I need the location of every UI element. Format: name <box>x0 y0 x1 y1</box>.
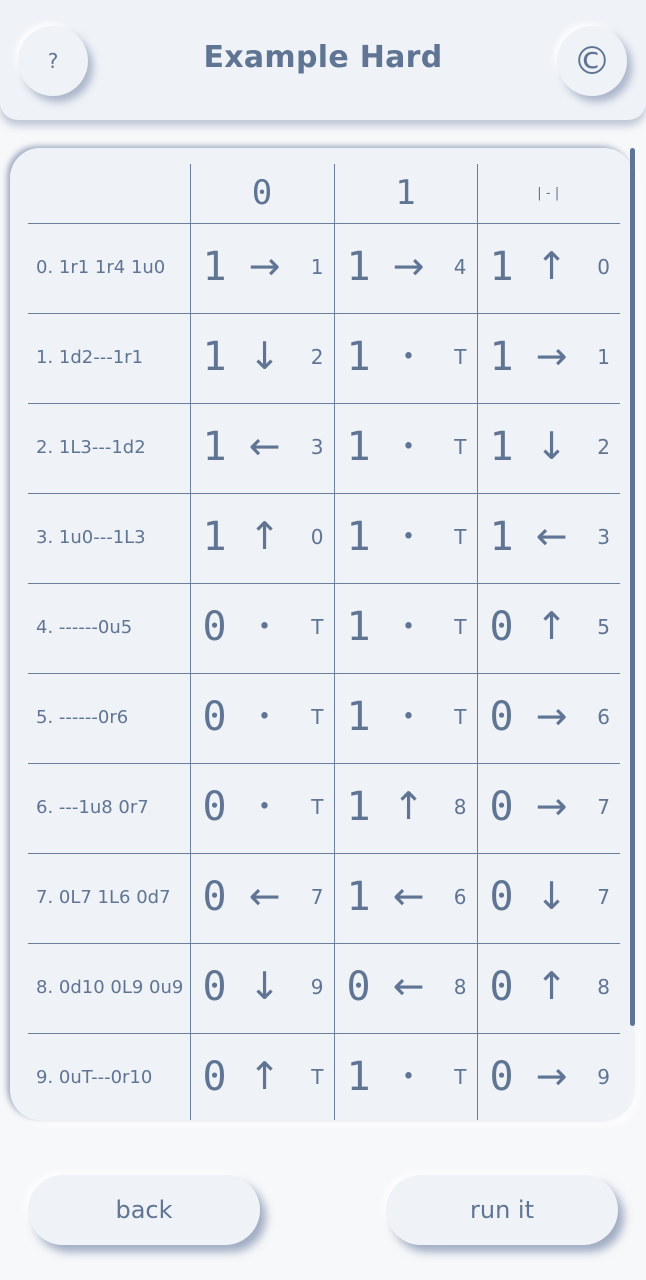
table-row <box>28 313 620 403</box>
write-symbol: 1 <box>489 514 514 561</box>
table-row <box>28 223 620 313</box>
direction-arrow-icon: ↓ <box>535 424 568 469</box>
transition-cell[interactable] <box>334 223 477 313</box>
next-state: 2 <box>597 434 610 459</box>
table-scrollbar[interactable] <box>630 148 635 1026</box>
transition-cell[interactable] <box>477 853 620 943</box>
direction-arrow-icon: → <box>535 784 568 829</box>
stay-dot-icon: • <box>402 344 415 370</box>
stay-dot-icon: • <box>258 614 271 640</box>
state-label[interactable]: 1. 1d2---1r1 <box>28 313 190 403</box>
write-symbol: 0 <box>489 874 514 921</box>
direction-arrow-icon: ↓ <box>535 874 568 919</box>
column-header-symbol: |-| <box>477 164 620 223</box>
direction-arrow-icon: → <box>535 334 568 379</box>
write-symbol: 0 <box>202 784 227 831</box>
transition-cell[interactable] <box>190 763 334 853</box>
write-symbol: 0 <box>346 964 371 1011</box>
copyright-icon: © <box>573 39 611 83</box>
table-row <box>28 943 620 1033</box>
write-symbol: 0 <box>489 1054 514 1101</box>
stay-dot-icon: • <box>258 794 271 820</box>
write-symbol: 1 <box>346 244 371 291</box>
state-label[interactable]: 2. 1L3---1d2 <box>28 403 190 493</box>
write-symbol: 1 <box>346 874 371 921</box>
transition-cell[interactable] <box>190 493 334 583</box>
next-state: T <box>454 704 467 729</box>
next-state: T <box>454 524 467 549</box>
back-button-label: back <box>115 1196 173 1224</box>
next-state: 8 <box>453 794 467 819</box>
direction-arrow-icon: ← <box>248 424 281 469</box>
write-symbol: 1 <box>346 784 371 831</box>
header-bar <box>0 0 646 120</box>
write-symbol: 1 <box>346 694 371 741</box>
next-state: 7 <box>597 884 610 909</box>
help-icon: ? <box>47 49 59 73</box>
transition-cell[interactable] <box>477 223 620 313</box>
next-state: 0 <box>597 254 610 279</box>
next-state: 6 <box>453 884 467 909</box>
write-symbol: 0 <box>489 784 514 831</box>
direction-arrow-icon: ↑ <box>535 964 568 1009</box>
table-row <box>28 763 620 853</box>
transition-cell[interactable] <box>190 403 334 493</box>
direction-arrow-icon: → <box>535 694 568 739</box>
transition-cell[interactable] <box>190 943 334 1033</box>
state-label[interactable]: 6. ---1u8 0r7 <box>28 763 190 853</box>
state-label[interactable]: 3. 1u0---1L3 <box>28 493 190 583</box>
direction-arrow-icon: ← <box>248 874 281 919</box>
stay-dot-icon: • <box>402 704 415 730</box>
transition-cell[interactable] <box>477 673 620 763</box>
table-row <box>28 583 620 673</box>
direction-arrow-icon: ↑ <box>392 784 425 829</box>
state-label[interactable]: 9. 0uT---0r10 <box>28 1033 190 1120</box>
transition-cell[interactable] <box>190 1033 334 1120</box>
transition-cell[interactable] <box>477 1033 620 1120</box>
direction-arrow-icon: → <box>392 244 425 289</box>
write-symbol: 0 <box>489 964 514 1011</box>
write-symbol: 1 <box>346 424 371 471</box>
table-row <box>28 493 620 583</box>
direction-arrow-icon: ↑ <box>535 604 568 649</box>
next-state: T <box>454 1065 467 1090</box>
next-state: 1 <box>597 344 610 369</box>
transition-cell[interactable] <box>477 313 620 403</box>
back-button[interactable] <box>28 1175 260 1245</box>
write-symbol: 1 <box>346 604 371 651</box>
transition-cell[interactable] <box>477 583 620 673</box>
write-symbol: 1 <box>202 514 227 561</box>
transition-cell[interactable] <box>477 403 620 493</box>
transition-table <box>28 164 620 1120</box>
transition-table-panel[interactable] <box>10 148 634 1120</box>
direction-arrow-icon: ↑ <box>535 244 568 289</box>
direction-arrow-icon: ← <box>535 514 568 559</box>
stay-dot-icon: • <box>402 614 415 640</box>
table-row <box>28 853 620 943</box>
transition-cell[interactable] <box>334 763 477 853</box>
direction-arrow-icon: ↓ <box>248 334 281 379</box>
next-state: T <box>454 614 467 639</box>
next-state: 0 <box>310 524 324 549</box>
transition-cell[interactable] <box>334 493 477 583</box>
next-state: 5 <box>597 614 610 639</box>
next-state: T <box>311 614 324 639</box>
next-state: 3 <box>597 524 610 549</box>
transition-cell[interactable] <box>334 313 477 403</box>
direction-arrow-icon: ↑ <box>248 1054 281 1099</box>
next-state: T <box>454 344 467 369</box>
transition-cell[interactable] <box>334 403 477 493</box>
copyright-button[interactable] <box>557 26 627 96</box>
write-symbol: 1 <box>346 514 371 561</box>
table-row <box>28 403 620 493</box>
write-symbol: 1 <box>489 424 514 471</box>
write-symbol: 0 <box>202 964 227 1011</box>
write-symbol: 0 <box>202 874 227 921</box>
write-symbol: 0 <box>202 1054 227 1101</box>
write-symbol: 1 <box>489 244 514 291</box>
write-symbol: 1 <box>346 334 371 381</box>
next-state: T <box>311 1065 324 1090</box>
transition-cell[interactable] <box>334 943 477 1033</box>
table-header-row <box>28 164 620 223</box>
write-symbol: 0 <box>489 694 514 741</box>
next-state: 2 <box>310 344 324 369</box>
stay-dot-icon: • <box>402 524 415 550</box>
transition-cell[interactable] <box>477 493 620 583</box>
transition-cell[interactable] <box>190 853 334 943</box>
column-header-state <box>28 164 190 223</box>
next-state: 8 <box>453 974 467 999</box>
write-symbol: 1 <box>202 334 227 381</box>
next-state: 7 <box>310 884 324 909</box>
next-state: 8 <box>597 974 610 999</box>
transition-cell[interactable] <box>334 673 477 763</box>
column-header-symbol: 0 <box>190 164 334 223</box>
table-row <box>28 673 620 763</box>
state-label[interactable]: 7. 0L7 1L6 0d7 <box>28 853 190 943</box>
direction-arrow-icon: ↓ <box>248 964 281 1009</box>
direction-arrow-icon: → <box>535 1054 568 1099</box>
write-symbol: 1 <box>202 424 227 471</box>
transition-cell[interactable] <box>334 583 477 673</box>
direction-arrow-icon: ← <box>392 874 425 919</box>
next-state: 3 <box>310 434 324 459</box>
next-state: 6 <box>597 704 610 729</box>
stay-dot-icon: • <box>402 434 415 460</box>
transition-cell[interactable] <box>477 763 620 853</box>
transition-cell[interactable] <box>190 223 334 313</box>
transition-cell[interactable] <box>190 583 334 673</box>
write-symbol: 1 <box>202 244 227 291</box>
write-symbol: 0 <box>489 604 514 651</box>
next-state: 9 <box>310 974 324 999</box>
transition-cell[interactable] <box>190 673 334 763</box>
run-it-button[interactable] <box>386 1175 618 1245</box>
run-it-button-label: run it <box>470 1196 534 1224</box>
transition-cell[interactable] <box>477 943 620 1033</box>
page-title: Example Hard <box>203 40 443 75</box>
direction-arrow-icon: ← <box>392 964 425 1009</box>
next-state: 7 <box>597 794 610 819</box>
transition-cell[interactable] <box>334 853 477 943</box>
next-state: 4 <box>453 254 467 279</box>
write-symbol: 0 <box>202 604 227 651</box>
next-state: T <box>454 434 467 459</box>
write-symbol: 1 <box>346 1054 371 1101</box>
transition-cell[interactable] <box>334 1033 477 1120</box>
state-label[interactable]: 8. 0d10 0L9 0u9 <box>28 943 190 1033</box>
next-state: 1 <box>310 254 324 279</box>
column-header-symbol: 1 <box>334 164 477 223</box>
stay-dot-icon: • <box>402 1064 415 1090</box>
direction-arrow-icon: ↑ <box>248 514 281 559</box>
write-symbol: 0 <box>202 694 227 741</box>
stay-dot-icon: • <box>258 704 271 730</box>
state-label[interactable]: 0. 1r1 1r4 1u0 <box>28 223 190 313</box>
write-symbol: 1 <box>489 334 514 381</box>
next-state: 9 <box>597 1065 610 1090</box>
table-row <box>28 1033 620 1120</box>
next-state: T <box>311 704 324 729</box>
direction-arrow-icon: → <box>248 244 281 289</box>
next-state: T <box>311 794 324 819</box>
state-label[interactable]: 5. ------0r6 <box>28 673 190 763</box>
transition-cell[interactable] <box>190 313 334 403</box>
state-label[interactable]: 4. ------0u5 <box>28 583 190 673</box>
